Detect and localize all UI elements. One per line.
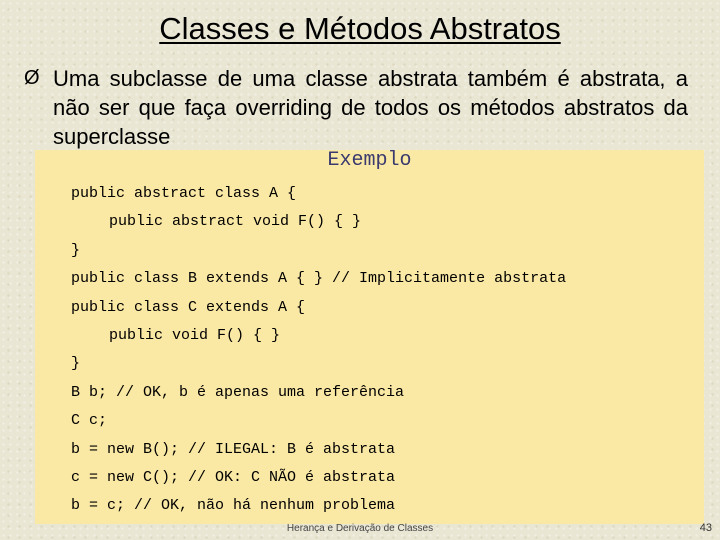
code-line: public abstract class A { <box>71 185 297 202</box>
bullet-point <box>24 64 688 151</box>
code-listing <box>71 182 566 523</box>
example-code-box <box>35 150 704 524</box>
slide-title <box>0 10 720 48</box>
slide-title-text: Classes e Métodos Abstratos <box>159 11 561 46</box>
arrow-bullet-icon: Ø <box>24 67 40 89</box>
code-line: C c; <box>71 412 108 430</box>
slide-footer: Herança e Derivação de Classes <box>286 523 434 534</box>
code-line: B b; // OK, b é apenas uma referência <box>71 383 405 401</box>
page-number: 43 <box>699 522 712 534</box>
code-line: public void F() { } <box>109 326 281 344</box>
code-line: public class C extends A { <box>71 298 306 316</box>
code-line: } <box>71 241 81 259</box>
example-title: Exemplo <box>327 149 412 172</box>
code-line: public class B extends A { } // Implicitamente abstrata <box>71 270 567 288</box>
bullet-text: Uma subclasse de uma classe abstrata também é abstrata, a não ser que faça overriding de todos os métodos abstratos da superclasse <box>53 66 688 149</box>
code-line: b = c; // OK, não há nenhum problema <box>71 497 396 515</box>
code-line: } <box>71 355 81 373</box>
code-line: c = new C(); // OK: C NÃO é abstrata <box>71 468 396 486</box>
code-line: public abstract void F() { } <box>109 213 362 231</box>
code-line: b = new B(); // ILEGAL: B é abstrata <box>71 440 396 458</box>
